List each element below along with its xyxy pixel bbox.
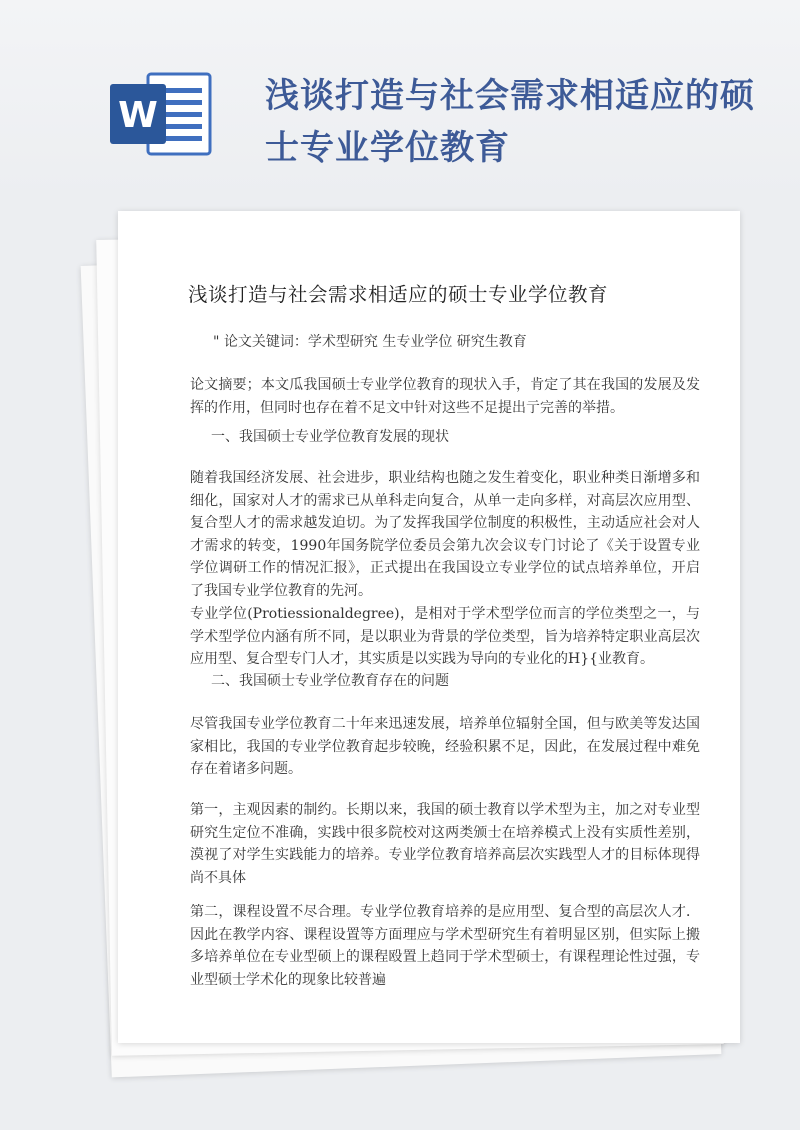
body-paragraph-2: 专业学位(Protiessionaldegree)，是相对于学术型学位而言的学位类型之一，与学术型学位内涵有所不同，是以职业为背景的学位类型，旨为培养特定职业高层次应用型、复合型专门人才，其实质是以实践为导向的专业化的H}{业教育。 [190, 606, 700, 667]
body-paragraph-3: 尽管我国专业学位教育二十年来迅速发展，培养单位辐射全国，但与欧美等发达国家相比，我国的专业学位教育起步较晚，经验积累不足，因此，在发展过程中难免存在着诸多问题。 [190, 716, 700, 777]
keywords-line: " 论文关键词：学术型研究 生专业学位 研究生教育 [213, 334, 527, 350]
body-paragraph-1: 随着我国经济发展、社会进步，职业结构也随之发生着变化，职业种类日渐增多和细化，国家对人才的需求已从单科走向复合，从单一走向多样，对高层次应用型、复合型人才的需求越发迫切。为了发挥我国学位制度的积极性，主动适应社会对人才需求的转变，1990年国务院学位委员会第九次会议专门讨论了《关于设置专业学位调研工作的情况汇报》，正式提出在我国设立专业学位的试点培养单位，开启了我国专业学位教育的先河。 [190, 470, 700, 599]
document-page [118, 211, 740, 1043]
section-heading-1: 一、我国硕士专业学位教育发展的现状 [211, 429, 449, 445]
svg-text:W: W [118, 95, 158, 136]
word-document-icon [108, 70, 218, 158]
header-banner [0, 0, 800, 200]
header-title: 浅谈打造与社会需求相适应的硕士专业学位教育 [265, 76, 755, 168]
body-paragraph-5: 第二，课程设置不尽合理。专业学位教育培养的是应用型、复合型的高层次人才．因此在教学内容、课程设置等方面理应与学术型研究生有着明显区别，但实际上搬多培养单位在专业型硕上的课程殴置上趋同于学术型硕士，有课程理论性过强，专业型硕士学术化的现象比较普遍 [190, 904, 700, 988]
document-title: 浅谈打造与社会需求相适应的硕士专业学位教育 [188, 283, 609, 306]
abstract-paragraph: 论文摘要；本文瓜我国硕士专业学位教育的现状入手，肯定了其在我国的发展及发挥的作用，但同时也存在着不足文中针对这些不足提出亍完善的举措。 [190, 377, 700, 416]
body-paragraph-4: 第一，主观因素的制约。长期以来，我国的硕士教育以学术型为主，加之对专业型研究生定位不准确，实践中很多院校对这两类颁士在培养模式上没有实质性差别，漠视了对学生实践能力的培养。专业学位教育培养高层次实践型人才的目标体现得尚不具体 [190, 802, 700, 886]
section-heading-2: 二、我国硕士专业学位教育存在的问题 [211, 673, 449, 689]
